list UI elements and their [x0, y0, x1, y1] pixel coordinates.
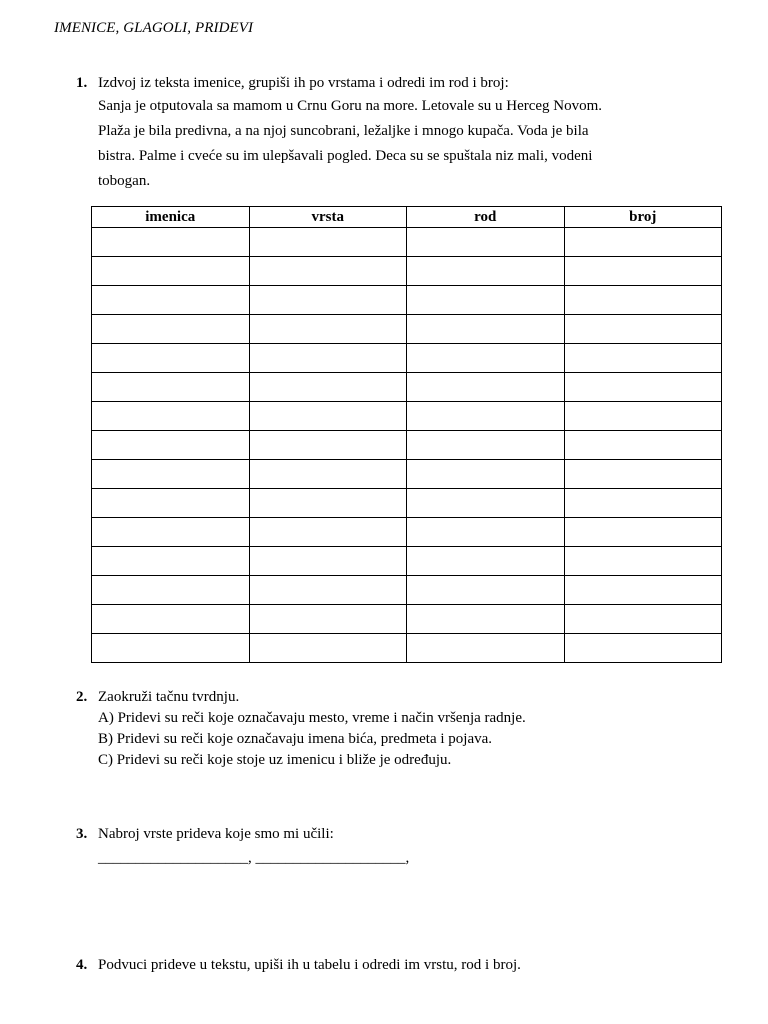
task-number: 3. — [76, 826, 88, 842]
task-3 — [76, 824, 726, 869]
text-line: bistra. Palme i cveće su im ulepšavali pogled. Deca su se spuštala niz mali, vodeni — [98, 148, 593, 164]
answer-cell-imenica[interactable] — [92, 344, 250, 373]
answer-cell-imenica[interactable] — [92, 286, 250, 315]
task-number: 2. — [76, 689, 88, 705]
answer-options — [98, 708, 726, 771]
task-instruction: Zaokruži tačnu tvrdnju. — [98, 689, 240, 705]
answer-cell-rod[interactable] — [407, 460, 565, 489]
answer-option-c[interactable]: C) Pridevi su reči koje stoje uz imenicu i bliže je određuju. — [98, 752, 452, 768]
answer-cell-broj[interactable] — [564, 373, 722, 402]
table-row — [92, 605, 722, 634]
answer-cell-rod[interactable] — [407, 315, 565, 344]
task-1 — [76, 73, 726, 194]
answer-cell-rod[interactable] — [407, 605, 565, 634]
answer-cell-imenica[interactable] — [92, 402, 250, 431]
task-instruction: Nabroj vrste prideva koje smo mi učili: — [98, 826, 334, 842]
answer-cell-vrsta[interactable] — [249, 431, 407, 460]
answer-cell-broj[interactable] — [564, 228, 722, 257]
answer-cell-vrsta[interactable] — [249, 518, 407, 547]
answer-cell-imenica[interactable] — [92, 373, 250, 402]
table-row — [92, 286, 722, 315]
answer-cell-vrsta[interactable] — [249, 402, 407, 431]
answer-cell-vrsta[interactable] — [249, 489, 407, 518]
answer-cell-broj[interactable] — [564, 431, 722, 460]
answer-blanks[interactable]: ____________________, ____________________, — [98, 850, 410, 866]
table-row — [92, 518, 722, 547]
column-header-broj: broj — [564, 207, 722, 228]
answer-cell-rod[interactable] — [407, 576, 565, 605]
answer-cell-vrsta[interactable] — [249, 576, 407, 605]
answer-cell-vrsta[interactable] — [249, 286, 407, 315]
task-2 — [76, 687, 726, 771]
answer-cell-vrsta[interactable] — [249, 228, 407, 257]
noun-table — [91, 206, 722, 663]
answer-cell-broj[interactable] — [564, 576, 722, 605]
answer-cell-vrsta[interactable] — [249, 605, 407, 634]
table-row — [92, 373, 722, 402]
table-row — [92, 547, 722, 576]
answer-cell-broj[interactable] — [564, 547, 722, 576]
answer-cell-rod[interactable] — [407, 547, 565, 576]
task-number: 1. — [76, 75, 88, 91]
answer-cell-rod[interactable] — [407, 431, 565, 460]
answer-cell-imenica[interactable] — [92, 547, 250, 576]
answer-cell-vrsta[interactable] — [249, 344, 407, 373]
answer-cell-vrsta[interactable] — [249, 547, 407, 576]
answer-cell-broj[interactable] — [564, 605, 722, 634]
table-row — [92, 431, 722, 460]
answer-cell-broj[interactable] — [564, 460, 722, 489]
answer-cell-broj[interactable] — [564, 257, 722, 286]
answer-cell-imenica[interactable] — [92, 634, 250, 663]
answer-cell-rod[interactable] — [407, 402, 565, 431]
answer-cell-vrsta[interactable] — [249, 315, 407, 344]
table-row — [92, 576, 722, 605]
answer-cell-rod[interactable] — [407, 489, 565, 518]
answer-cell-broj[interactable] — [564, 315, 722, 344]
answer-option-a[interactable]: A) Pridevi su reči koje označavaju mesto, vreme i način vršenja radnje. — [98, 710, 526, 726]
text-line: Sanja je otputovala sa mamom u Crnu Goru na more. Letovale su u Herceg Novom. — [98, 98, 603, 114]
answer-cell-imenica[interactable] — [92, 315, 250, 344]
task-instruction: Podvuci prideve u tekstu, upiši ih u tabelu i odredi im vrstu, rod i broj. — [98, 957, 521, 973]
table-header-row — [92, 207, 722, 228]
table-row — [92, 634, 722, 663]
page-title: IMENICE, GLAGOLI, PRIDEVI — [54, 20, 254, 36]
table-row — [92, 489, 722, 518]
answer-cell-broj[interactable] — [564, 402, 722, 431]
answer-cell-vrsta[interactable] — [249, 460, 407, 489]
text-line: tobogan. — [98, 173, 151, 189]
answer-cell-imenica[interactable] — [92, 576, 250, 605]
answer-cell-vrsta[interactable] — [249, 257, 407, 286]
answer-cell-rod[interactable] — [407, 228, 565, 257]
table-row — [92, 402, 722, 431]
table-row — [92, 257, 722, 286]
answer-cell-imenica[interactable] — [92, 489, 250, 518]
answer-cell-vrsta[interactable] — [249, 373, 407, 402]
answer-cell-broj[interactable] — [564, 518, 722, 547]
answer-cell-imenica[interactable] — [92, 257, 250, 286]
answer-cell-rod[interactable] — [407, 373, 565, 402]
task-number: 4. — [76, 957, 88, 973]
task-instruction: Izdvoj iz teksta imenice, grupiši ih po vrstama i odredi im rod i broj: — [98, 75, 509, 91]
column-header-rod: rod — [407, 207, 565, 228]
answer-cell-rod[interactable] — [407, 257, 565, 286]
answer-cell-imenica[interactable] — [92, 518, 250, 547]
answer-option-b[interactable]: B) Pridevi su reči koje označavaju imena bića, predmeta i pojava. — [98, 731, 493, 747]
table-row — [92, 460, 722, 489]
table-row — [92, 344, 722, 373]
table-row — [92, 315, 722, 344]
answer-cell-imenica[interactable] — [92, 605, 250, 634]
task-4 — [76, 955, 726, 976]
answer-cell-vrsta[interactable] — [249, 634, 407, 663]
answer-cell-broj[interactable] — [564, 344, 722, 373]
answer-cell-rod[interactable] — [407, 634, 565, 663]
answer-cell-rod[interactable] — [407, 344, 565, 373]
answer-cell-rod[interactable] — [407, 518, 565, 547]
text-line: Plaža je bila predivna, a na njoj suncobrani, ležaljke i mnogo kupača. Voda je bila — [98, 123, 589, 139]
answer-cell-imenica[interactable] — [92, 431, 250, 460]
answer-cell-broj[interactable] — [564, 286, 722, 315]
answer-cell-broj[interactable] — [564, 489, 722, 518]
reading-text — [98, 94, 708, 194]
answer-cell-imenica[interactable] — [92, 460, 250, 489]
column-header-imenica: imenica — [92, 207, 250, 228]
answer-cell-imenica[interactable] — [92, 228, 250, 257]
answer-cell-rod[interactable] — [407, 286, 565, 315]
table-row — [92, 228, 722, 257]
column-header-vrsta: vrsta — [249, 207, 407, 228]
answer-cell-broj[interactable] — [564, 634, 722, 663]
